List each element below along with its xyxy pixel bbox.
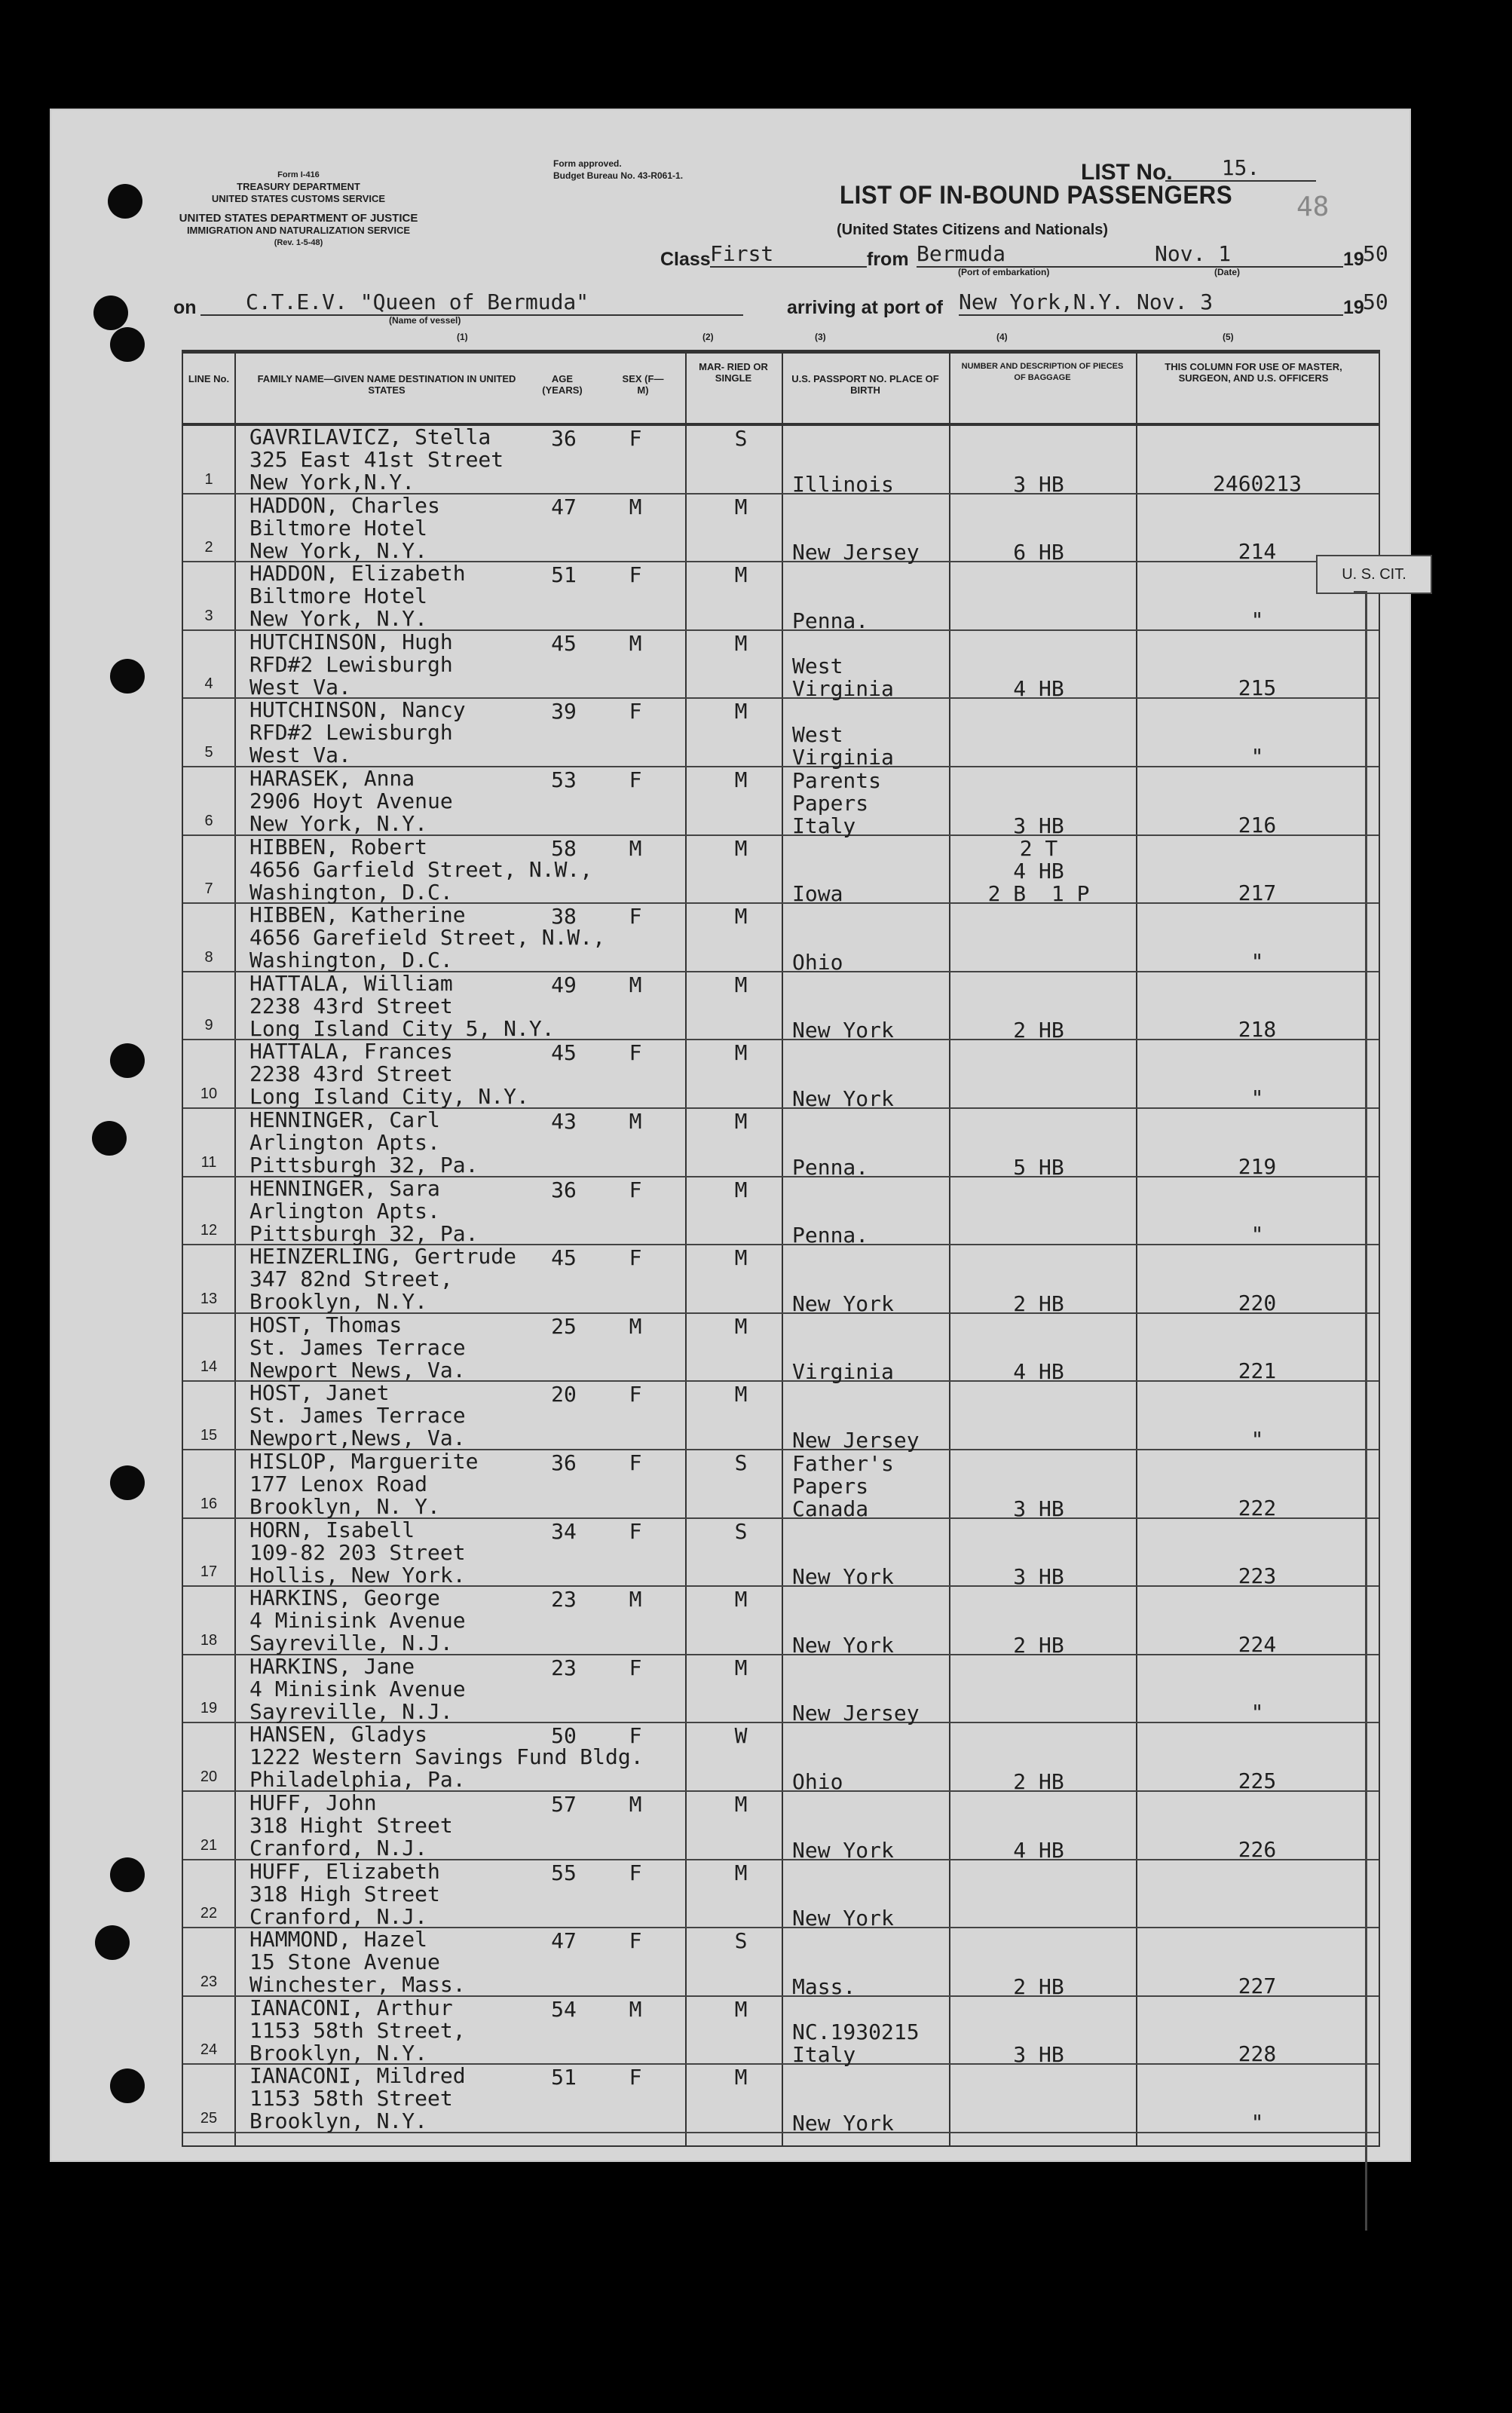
passenger-sex: F	[629, 1928, 642, 1954]
line-number: 10	[200, 1085, 218, 1102]
place-of-birth: New York	[792, 1564, 894, 1590]
line-number: 19	[200, 1700, 218, 1717]
header-family-name: FAMILY NAME—GIVEN NAME DESTINATION IN UNITED STATES	[257, 373, 516, 396]
passenger-sex: F	[629, 699, 642, 724]
baggage: 2 HB	[1013, 1291, 1064, 1316]
passenger-age: 57	[551, 1792, 577, 1817]
marital-status: M	[734, 1177, 748, 1202]
passenger-sex: M	[629, 1109, 642, 1134]
passenger-age: 45	[551, 1245, 577, 1271]
baggage: 2 HB	[1013, 1974, 1064, 1999]
baggage: 6 HB	[1013, 540, 1064, 565]
baggage: 5 HB	[1013, 1154, 1064, 1180]
passenger-age: 34	[551, 1518, 577, 1544]
passenger-age: 51	[551, 562, 577, 588]
passenger-age: 43	[551, 1109, 577, 1134]
marital-status: M	[734, 2065, 748, 2090]
col1-number: (1)	[457, 332, 468, 342]
line-number: 17	[200, 1563, 218, 1581]
col3-number: (3)	[815, 332, 826, 342]
vessel-caption: (Name of vessel)	[389, 315, 461, 326]
marital-status: M	[734, 630, 748, 656]
table-row	[183, 834, 1379, 905]
binder-hole	[110, 659, 145, 694]
officer-number: 226	[1238, 1836, 1277, 1862]
passenger-age: 23	[551, 1587, 577, 1612]
passenger-name-address: IANACONI, Mildred 1153 58th Street Brooklyn, N.Y.	[249, 2063, 466, 2134]
table-row	[183, 766, 1379, 836]
year2-prefix: 19	[1343, 297, 1364, 318]
officer-number: "	[1250, 1700, 1264, 1726]
table-row	[183, 561, 1379, 631]
passenger-age: 54	[551, 1996, 577, 2022]
officer-number: 224	[1238, 1631, 1277, 1657]
marital-status: M	[734, 1245, 748, 1271]
marital-status: M	[734, 904, 748, 929]
officer-number: 218	[1238, 1017, 1277, 1043]
passenger-age: 58	[551, 835, 577, 861]
page-title: LIST OF IN-BOUND PASSENGERS	[840, 181, 1233, 210]
passenger-sex: F	[629, 1655, 642, 1680]
page-subtitle: (United States Citizens and Nationals)	[837, 222, 1109, 238]
passenger-age: 47	[551, 1928, 577, 1954]
place-of-birth: Penna.	[792, 1223, 869, 1248]
marital-status: S	[734, 1928, 748, 1954]
passenger-name-address: HADDON, Charles Biltmore Hotel New York, N.Y.	[249, 492, 440, 563]
form-approved: Form approved.	[553, 158, 622, 169]
place-of-birth: Penna.	[792, 1154, 869, 1180]
department-of-justice: UNITED STATES DEPARTMENT OF JUSTICE	[179, 212, 418, 225]
line-number: 4	[204, 675, 213, 693]
passenger-age: 36	[551, 1450, 577, 1475]
table-row	[183, 1244, 1379, 1314]
page-stamp-number: 48	[1296, 191, 1330, 222]
baggage: 3 HB	[1013, 813, 1064, 838]
passenger-name-address: HIBBEN, Katherine 4656 Garefield Street, N.W., Washington, D.C.	[249, 902, 606, 973]
line-number: 9	[204, 1017, 213, 1034]
citizen-bracket-tick	[1354, 591, 1366, 593]
table-row	[183, 1654, 1379, 1724]
passenger-sex: M	[629, 630, 642, 656]
officer-number: 217	[1238, 880, 1277, 906]
form-number: Form I-416	[277, 170, 320, 179]
passenger-age: 50	[551, 1723, 577, 1749]
line-number: 23	[200, 1973, 218, 1990]
officer-number: 221	[1238, 1358, 1277, 1384]
table-row	[183, 493, 1379, 563]
baggage: 3 HB	[1013, 1496, 1064, 1521]
table-row	[183, 1995, 1379, 2068]
marital-status: S	[734, 426, 748, 451]
officer-number: "	[1250, 743, 1264, 769]
from-value: Bermuda	[917, 241, 1173, 268]
us-citizen-stamp: U. S. CIT.	[1316, 555, 1432, 594]
table-row	[183, 971, 1379, 1041]
place-of-birth: New York	[792, 1291, 894, 1316]
table-row	[183, 1039, 1379, 1109]
place-of-birth: Parents Papers Italy	[792, 767, 882, 838]
class-label: Class	[660, 249, 711, 270]
customs-service: UNITED STATES CUSTOMS SERVICE	[211, 193, 386, 204]
officer-number: "	[1250, 1222, 1264, 1248]
binder-hole	[110, 1465, 145, 1500]
place-of-birth: Iowa	[792, 881, 843, 907]
place-of-birth: Virginia	[792, 1359, 894, 1385]
place-of-birth: Ohio	[792, 1768, 843, 1794]
list-no-label: LIST No.	[1081, 160, 1173, 185]
marital-status: M	[734, 767, 748, 792]
marital-status: M	[734, 1860, 748, 1885]
header-officers: THIS COLUMN FOR USE OF MASTER, SURGEON, AND U.S. OFFICERS	[1165, 361, 1342, 384]
table-header	[183, 354, 1379, 426]
depart-date: Nov. 1	[1155, 241, 1343, 268]
place-of-birth: New York	[792, 1837, 894, 1863]
baggage: 4 HB	[1013, 1837, 1064, 1863]
passenger-name-address: HATTALA, Frances 2238 43rd Street Long Island City, N.Y.	[249, 1039, 529, 1110]
header-line-no: LINE No.	[188, 373, 230, 384]
line-number: 25	[200, 2109, 218, 2127]
table-row	[183, 629, 1379, 700]
place-of-birth: NC.1930215 Italy	[792, 2020, 920, 2068]
passenger-name-address: HOST, Thomas St. James Terrace Newport News, Va.	[249, 1312, 466, 1383]
table-row	[183, 1859, 1379, 1929]
officer-number: "	[1250, 2109, 1264, 2135]
line-number: 8	[204, 948, 213, 966]
place-of-birth: Ohio	[792, 949, 843, 975]
binder-hole	[110, 1043, 145, 1078]
place-of-birth: Father's Papers Canada	[792, 1450, 894, 1521]
table-row	[183, 1312, 1379, 1383]
line-number: 13	[200, 1290, 218, 1307]
place-of-birth: New York	[792, 1018, 894, 1043]
line-number: 24	[200, 2041, 218, 2059]
passenger-age: 36	[551, 426, 577, 451]
place-of-birth: Illinois	[792, 471, 894, 497]
citizen-bracket-line	[1365, 591, 1367, 2231]
budget-bureau: Budget Bureau No. 43-R061-1.	[553, 170, 684, 181]
passenger-name-address: HUFF, John 318 Hight Street Cranford, N.J.	[249, 1790, 453, 1860]
passenger-age: 51	[551, 2065, 577, 2090]
baggage: 4 HB	[1013, 1359, 1064, 1385]
binder-hole	[95, 1925, 130, 1960]
date-caption: (Date)	[1214, 267, 1241, 277]
header-married: MAR- RIED OR SINGLE	[699, 361, 768, 384]
marital-status: M	[734, 1792, 748, 1817]
passenger-age: 45	[551, 630, 577, 656]
passenger-name-address: HADDON, Elizabeth Biltmore Hotel New York, N.Y.	[249, 561, 466, 632]
passenger-sex: F	[629, 2065, 642, 2090]
place-of-birth: Mass.	[792, 1974, 856, 1999]
passenger-name-address: HUFF, Elizabeth 318 High Street Cranford, N.J.	[249, 1858, 440, 1929]
manifest-page	[50, 109, 1411, 2162]
passenger-sex: F	[629, 1177, 642, 1202]
marital-status: M	[734, 972, 748, 997]
header-sex: SEX (F—M)	[622, 373, 664, 396]
table-row	[183, 1722, 1379, 1792]
passenger-name-address: HANSEN, Gladys 1222 Western Savings Fund Bldg. Philadelphia, Pa.	[249, 1722, 644, 1793]
passenger-age: 45	[551, 1040, 577, 1066]
officer-number: 216	[1238, 812, 1277, 838]
passenger-sex: F	[629, 1860, 642, 1885]
passenger-name-address: HARKINS, George 4 Minisink Avenue Sayreville, N.J.	[249, 1585, 466, 1656]
passenger-age: 39	[551, 699, 577, 724]
place-of-birth: New York	[792, 1906, 894, 1931]
form-revision: (Rev. 1-5-48)	[274, 238, 323, 247]
line-number: 22	[200, 1905, 218, 1922]
binder-hole	[110, 2069, 145, 2103]
passenger-age: 23	[551, 1655, 577, 1680]
passenger-sex: F	[629, 904, 642, 929]
officer-number: 222	[1238, 1495, 1277, 1520]
marital-status: M	[734, 562, 748, 588]
passenger-name-address: HUTCHINSON, Nancy RFD#2 Lewisburgh West Va.	[249, 697, 466, 768]
passenger-name-address: HAMMOND, Hazel 15 Stone Avenue Winchester, Mass.	[249, 1927, 466, 1998]
table-row	[183, 1517, 1379, 1588]
passenger-name-address: HOST, Janet St. James Terrace Newport,News, Va.	[249, 1380, 466, 1451]
table-row	[183, 1107, 1379, 1180]
marital-status: S	[734, 1518, 748, 1544]
line-number: 20	[200, 1768, 218, 1785]
port-caption: (Port of embarkation)	[958, 267, 1050, 277]
marital-status: M	[734, 1109, 748, 1134]
line-number: 6	[204, 812, 213, 829]
passenger-sex: F	[629, 1382, 642, 1407]
table-row	[183, 902, 1379, 975]
col5-number: (5)	[1223, 332, 1234, 342]
from-label: from	[867, 249, 909, 270]
form-agency-block	[170, 169, 427, 249]
table-row	[183, 1790, 1379, 1863]
line-number: 3	[204, 607, 213, 624]
officer-number: 214	[1238, 539, 1277, 565]
passenger-sex: M	[629, 972, 642, 997]
binder-hole	[93, 296, 128, 330]
passenger-sex: F	[629, 1450, 642, 1475]
place-of-birth: New Jersey	[792, 1701, 920, 1726]
passenger-sex: F	[629, 562, 642, 588]
passenger-sex: F	[629, 426, 642, 451]
passenger-age: 38	[551, 904, 577, 929]
binder-hole	[110, 1857, 145, 1892]
year1-prefix: 19	[1343, 249, 1364, 270]
marital-status: M	[734, 699, 748, 724]
marital-status: M	[734, 1587, 748, 1612]
year2-suffix: 50	[1363, 289, 1388, 314]
officer-number: 220	[1238, 1290, 1277, 1315]
line-number: 5	[204, 743, 213, 761]
treasury-department: TREASURY DEPARTMENT	[237, 181, 360, 192]
header-baggage: NUMBER AND DESCRIPTION OF PIECES OF BAGGAGE	[961, 362, 1124, 382]
passenger-name-address: HARKINS, Jane 4 Minisink Avenue Sayreville, N.J.	[249, 1653, 466, 1724]
passenger-age: 49	[551, 972, 577, 997]
arrival-port-date: New York,N.Y. Nov. 3	[959, 289, 1343, 316]
passenger-sex: M	[629, 1313, 642, 1339]
passenger-name-address: GAVRILAVICZ, Stella 325 East 41st Street New York,N.Y.	[249, 424, 504, 495]
header-passport: U.S. PASSPORT NO. PLACE OF BIRTH	[791, 373, 939, 396]
class-value: First	[710, 241, 906, 268]
place-of-birth: New York	[792, 2110, 894, 2136]
on-label: on	[173, 297, 197, 318]
marital-status: S	[734, 1450, 748, 1475]
passenger-age: 53	[551, 767, 577, 792]
officer-number: "	[1250, 607, 1264, 632]
officer-number: 223	[1238, 1563, 1277, 1589]
line-number: 21	[200, 1836, 218, 1854]
place-of-birth: New York	[792, 1086, 894, 1111]
line-number: 1	[204, 470, 213, 488]
passenger-name-address: HEINZERLING, Gertrude 347 82nd Street, Brooklyn, N.Y.	[249, 1244, 517, 1315]
budget-block	[553, 158, 683, 182]
passenger-sex: M	[629, 1792, 642, 1817]
passenger-sex: F	[629, 767, 642, 792]
baggage: 3 HB	[1013, 471, 1064, 497]
passenger-name-address: HATTALA, William 2238 43rd Street Long Island City 5, N.Y.	[249, 970, 555, 1041]
officer-number: 219	[1238, 1153, 1277, 1179]
marital-status: M	[734, 1382, 748, 1407]
marital-status: M	[734, 494, 748, 519]
passenger-age: 25	[551, 1313, 577, 1339]
passenger-sex: F	[629, 1518, 642, 1544]
baggage: 2 HB	[1013, 1632, 1064, 1658]
baggage: 4 HB	[1013, 676, 1064, 702]
marital-status: M	[734, 1655, 748, 1680]
place-of-birth: New York	[792, 1632, 894, 1658]
line-number: 7	[204, 880, 213, 898]
officer-number: "	[1250, 948, 1264, 974]
line-number: 16	[200, 1495, 218, 1512]
passenger-name-address: HISLOP, Marguerite 177 Lenox Road Brooklyn, N. Y.	[249, 1449, 479, 1519]
place-of-birth: New Jersey	[792, 540, 920, 565]
baggage: 3 HB	[1013, 1564, 1064, 1590]
binder-hole	[92, 1121, 127, 1156]
passenger-name-address: HENNINGER, Carl Arlington Apts. Pittsburgh 32, Pa.	[249, 1107, 479, 1177]
baggage: 2 HB	[1013, 1018, 1064, 1043]
table-row	[183, 1927, 1379, 1997]
officer-number: 2460213	[1212, 470, 1302, 496]
passenger-name-address: HARASEK, Anna 2906 Hoyt Avenue New York, N.Y.	[249, 766, 453, 836]
table-row	[183, 2063, 1379, 2136]
line-number: 14	[200, 1358, 218, 1376]
officer-number: 228	[1238, 2041, 1277, 2067]
passenger-sex: M	[629, 494, 642, 519]
passenger-name-address: HIBBEN, Robert 4656 Garfield Street, N.W., Washington, D.C.	[249, 834, 593, 905]
marital-status: M	[734, 1040, 748, 1066]
marital-status: M	[734, 1996, 748, 2022]
place-of-birth: West Virginia	[792, 721, 894, 770]
passenger-sex: F	[629, 1040, 642, 1066]
place-of-birth: West Virginia	[792, 654, 894, 702]
marital-status: M	[734, 835, 748, 861]
col4-number: (4)	[996, 332, 1008, 342]
baggage: 2 T 4 HB 2 B 1 P	[987, 836, 1090, 907]
binder-hole	[108, 184, 142, 219]
table-row	[183, 1176, 1379, 1246]
officer-number: 215	[1238, 675, 1277, 701]
place-of-birth: New Jersey	[792, 1427, 920, 1453]
baggage: 3 HB	[1013, 2042, 1064, 2068]
year1-suffix: 50	[1363, 241, 1388, 266]
place-of-birth: Penna.	[792, 608, 869, 633]
marital-status: W	[734, 1723, 748, 1749]
table-row	[183, 697, 1379, 770]
passenger-table	[182, 350, 1380, 2147]
passenger-sex: F	[629, 1245, 642, 1271]
officer-number: 225	[1238, 1768, 1277, 1793]
table-row	[183, 1380, 1379, 1453]
table-row	[183, 424, 1379, 495]
passenger-sex: M	[629, 1996, 642, 2022]
passenger-name-address: HENNINGER, Sara Arlington Apts. Pittsburgh 32, Pa.	[249, 1175, 479, 1246]
passenger-age: 20	[551, 1382, 577, 1407]
passenger-sex: F	[629, 1723, 642, 1749]
officer-number: "	[1250, 1426, 1264, 1452]
officer-number: 227	[1238, 1973, 1277, 1998]
line-number: 12	[200, 1222, 218, 1239]
passenger-age: 55	[551, 1860, 577, 1885]
passenger-name-address: HUTCHINSON, Hugh RFD#2 Lewisburgh West Va.	[249, 629, 453, 700]
passenger-name-address: HORN, Isabell 109-82 203 Street Hollis, New York.	[249, 1517, 466, 1588]
table-row	[183, 1585, 1379, 1658]
passenger-age: 47	[551, 494, 577, 519]
officer-number: "	[1250, 1085, 1264, 1110]
passenger-name-address: IANACONI, Arthur 1153 58th Street, Brooklyn, N.Y.	[249, 1995, 466, 2065]
line-number: 11	[200, 1153, 217, 1171]
baggage: 2 HB	[1013, 1768, 1064, 1794]
list-no-value: 15.	[1165, 155, 1316, 182]
table-row	[183, 1449, 1379, 1519]
binder-hole	[110, 327, 145, 362]
header-age: AGE (YEARS)	[542, 373, 583, 396]
passenger-age: 36	[551, 1177, 577, 1202]
arriving-label: arriving at port of	[787, 297, 943, 318]
line-number: 2	[204, 539, 213, 556]
vessel-name: C.T.E.V. "Queen of Bermuda"	[200, 289, 743, 316]
marital-status: M	[734, 1313, 748, 1339]
immigration-service: IMMIGRATION AND NATURALIZATION SERVICE	[186, 225, 411, 236]
line-number: 18	[200, 1631, 218, 1649]
col2-number: (2)	[702, 332, 714, 342]
passenger-sex: M	[629, 835, 642, 861]
line-number: 15	[200, 1426, 218, 1444]
passenger-sex: M	[629, 1587, 642, 1612]
